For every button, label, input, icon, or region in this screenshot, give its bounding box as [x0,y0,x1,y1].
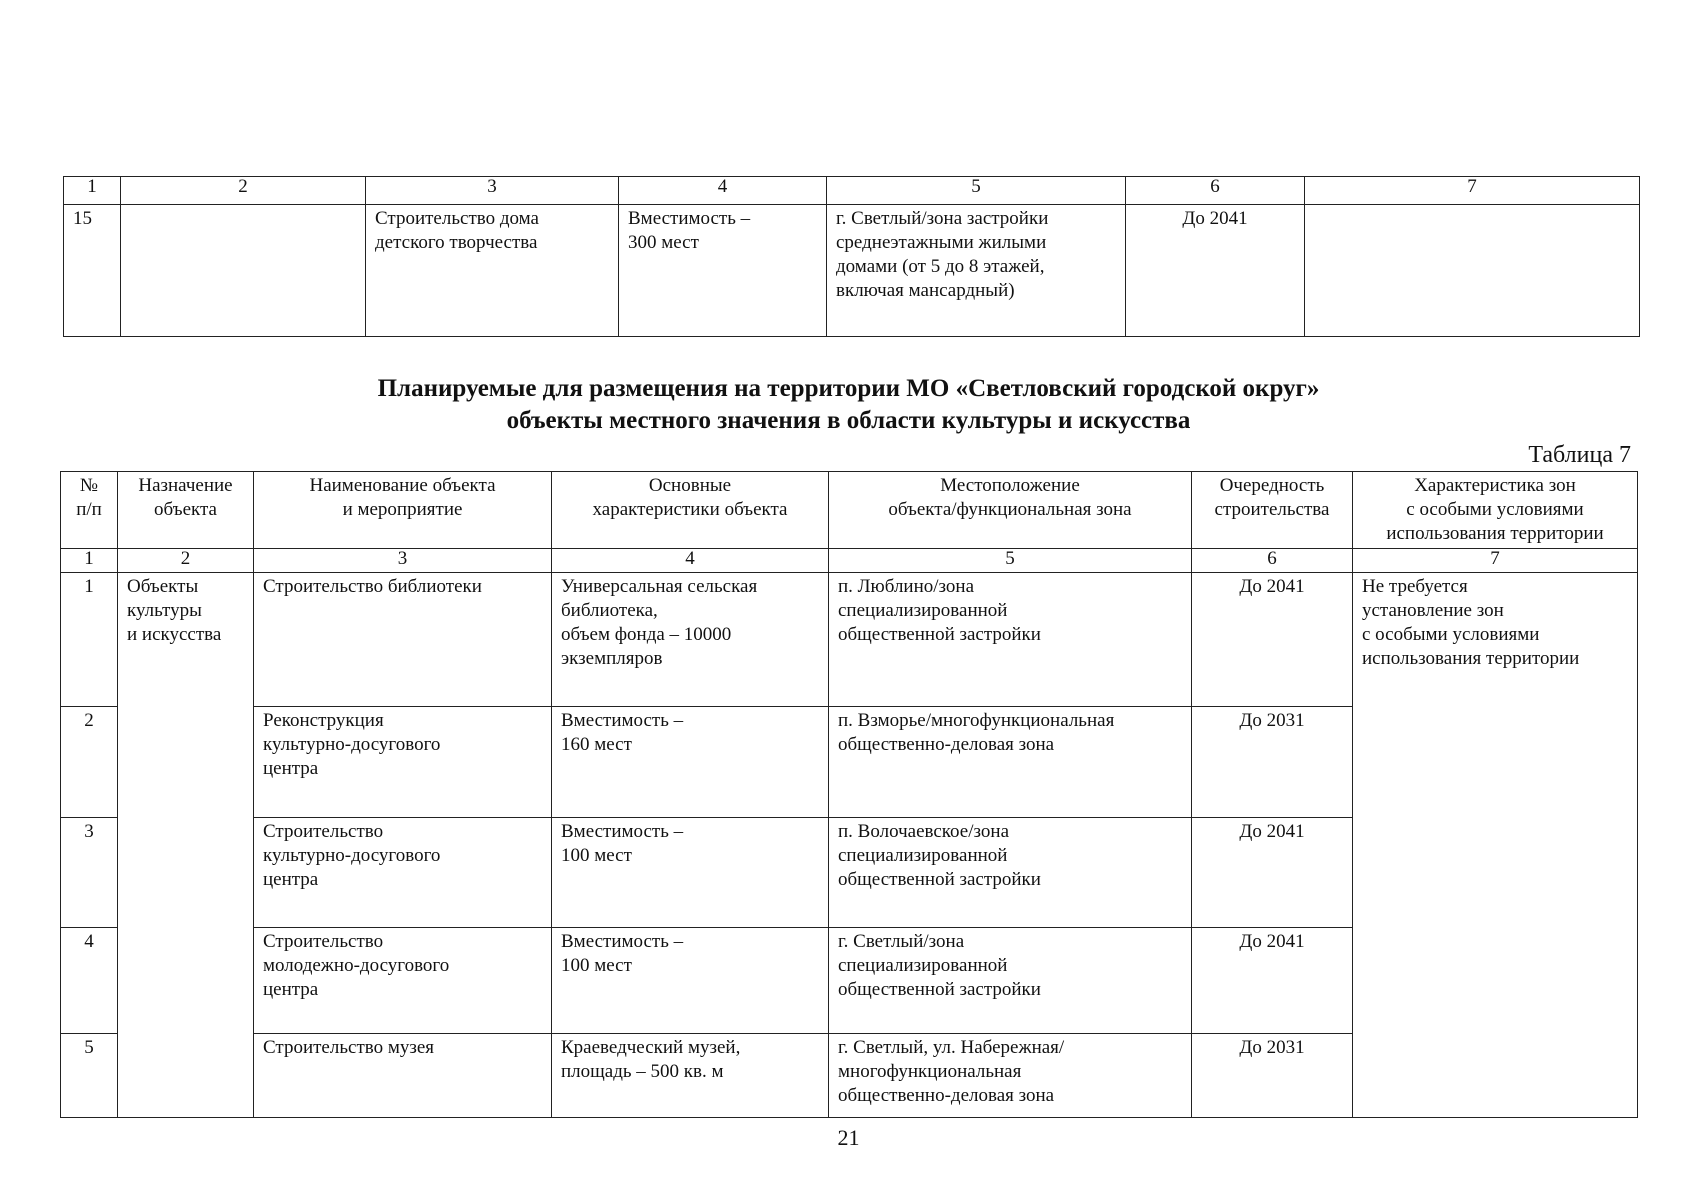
characteristics-cell: Вместимость – 160 мест [552,707,829,818]
row-number: 4 [61,928,118,1034]
term-cell: До 2041 [1126,205,1305,337]
page-title [0,373,1697,437]
continuation-table [63,176,1640,337]
column-number: 2 [118,549,254,573]
name-cell: Строительство дома детского творчества [366,205,619,337]
column-number-row [64,177,1640,205]
header-characteristics: Основные характеристики объекта [552,472,829,549]
title-line-1: Планируемые для размещения на территории МО «Светловский городской округ» [377,375,1320,402]
location-cell: г. Светлый/зона специализированной общественной застройки [829,928,1192,1034]
location-cell: г. Светлый, ул. Набережная/ многофункциональная общественно-деловая зона [829,1034,1192,1118]
row-number: 15 [64,205,121,337]
column-number: 6 [1126,177,1305,205]
title-line-2: объекты местного значения в области культуры и искусства [506,407,1191,434]
characteristics-cell: Вместимость – 100 мест [552,818,829,928]
location-cell: п. Взморье/многофункциональная общественно-деловая зона [829,707,1192,818]
header-term: Очередность строительства [1192,472,1353,549]
row-number: 2 [61,707,118,818]
term-cell: До 2041 [1192,928,1353,1034]
column-number: 3 [366,177,619,205]
table-row [61,573,1638,707]
location-cell: п. Люблино/зона специализированной общественной застройки [829,573,1192,707]
header-location: Местоположение объекта/функциональная зона [829,472,1192,549]
column-number: 4 [619,177,827,205]
name-cell: Строительство молодежно-досугового центра [254,928,552,1034]
column-number-row [61,549,1638,573]
zones-cell: Не требуется установление зон с особыми условиями использования территории [1353,573,1638,1118]
zones-cell [1305,205,1640,337]
row-number: 3 [61,818,118,928]
header-zones: Характеристика зон с особыми условиями использования территории [1353,472,1638,549]
term-cell: До 2031 [1192,707,1353,818]
column-number: 7 [1353,549,1638,573]
term-cell: До 2031 [1192,1034,1353,1118]
header-num: № п/п [61,472,118,549]
name-cell: Строительство культурно-досугового центра [254,818,552,928]
purpose-cell [121,205,366,337]
culture-objects-table [60,471,1638,1118]
location-cell: г. Светлый/зона застройки среднеэтажными жилыми домами (от 5 до 8 этажей, включая мансардный) [827,205,1126,337]
name-cell: Реконструкция культурно-досугового центра [254,707,552,818]
location-cell: п. Волочаевское/зона специализированной общественной застройки [829,818,1192,928]
table-label: Таблица 7 [1528,442,1631,468]
characteristics-cell: Вместимость – 100 мест [552,928,829,1034]
term-cell: До 2041 [1192,573,1353,707]
column-number: 5 [827,177,1126,205]
column-number: 1 [64,177,121,205]
characteristics-cell: Универсальная сельская библиотека, объем фонда – 10000 экземпляров [552,573,829,707]
header-purpose: Назначение объекта [118,472,254,549]
column-number: 4 [552,549,829,573]
column-number: 3 [254,549,552,573]
name-cell: Строительство музея [254,1034,552,1118]
page-number: 21 [837,1125,860,1150]
name-cell: Строительство библиотеки [254,573,552,707]
header-row [61,472,1638,549]
characteristics-cell: Краеведческий музей, площадь – 500 кв. м [552,1034,829,1118]
column-number: 5 [829,549,1192,573]
header-name: Наименование объекта и мероприятие [254,472,552,549]
row-number: 1 [61,573,118,707]
purpose-cell: Объекты культуры и искусства [118,573,254,1118]
column-number: 6 [1192,549,1353,573]
column-number: 2 [121,177,366,205]
table-row [64,205,1640,337]
term-cell: До 2041 [1192,818,1353,928]
column-number: 1 [61,549,118,573]
characteristics-cell: Вместимость – 300 мест [619,205,827,337]
column-number: 7 [1305,177,1640,205]
row-number: 5 [61,1034,118,1118]
